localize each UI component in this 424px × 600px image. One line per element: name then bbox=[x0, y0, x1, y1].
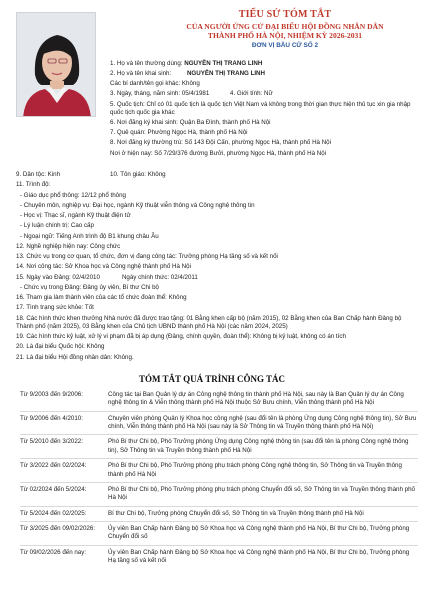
work-row bbox=[20, 388, 418, 412]
work-description: Phó Bí thư Chi bộ, Phó Trưởng phòng phụ trách phòng Chuyển đổi số, Sở Thông tin và Truyền thông thành phố Hà Nội bbox=[108, 485, 415, 502]
work-description: Phó Bí thư Chi bộ, Phó Trưởng phòng phụ trách phòng Công nghệ thông tin, Sở Thông tin và Truyền thông thành phố Hà Nội bbox=[108, 462, 402, 478]
work-row bbox=[20, 507, 418, 522]
document-subtitle-1: CỦA NGƯỜI ỨNG CỬ ĐẠI BIỂU HỘI ĐỒNG NHÂN DÂN bbox=[186, 21, 384, 31]
nationality: 5. Quốc tịch: Chỉ có 01 quốc tịch là quốc tịch Việt Nam và không trong thời gian thực hiện thủ tục xin gia nhập quốc tịch quốc gia khác bbox=[110, 100, 411, 116]
profile-row-9-10 bbox=[16, 171, 420, 179]
work-row bbox=[20, 483, 418, 507]
electoral-unit: ĐƠN VỊ BẦU CỬ SỐ 2 bbox=[251, 42, 319, 50]
gender: 4. Giới tính: Nữ bbox=[230, 90, 273, 98]
work-history-title: TÓM TẮT QUÁ TRÌNH CÔNG TÁC bbox=[138, 374, 286, 384]
work-period: Từ 5/2024 đến 02/2025: bbox=[20, 509, 87, 517]
organizations: 16. Tham gia làm thành viên của các tổ chức đoàn thể: Không bbox=[16, 294, 187, 301]
education-degree: - Học vị: Thạc sĩ, ngành Kỹ thuật điện tử bbox=[20, 212, 131, 219]
birth-name-value: NGUYỄN THỊ TRANG LINH bbox=[186, 70, 265, 78]
work-period: Từ 09/02/2026 đến nay: bbox=[20, 548, 87, 556]
education-language: - Ngoại ngữ: Tiếng Anh trình độ B1 khung châu Âu bbox=[20, 232, 159, 240]
work-row bbox=[20, 546, 418, 569]
workplace: 14. Nơi công tác: Sở Khoa học và Công nghệ thành phố Hà Nội bbox=[16, 263, 191, 271]
work-history-table bbox=[20, 388, 418, 568]
education-political: - Lý luận chính trị: Cao cấp bbox=[20, 222, 94, 230]
education-general: - Giáo dục phổ thông: 12/12 phổ thông bbox=[20, 191, 126, 199]
work-description: Chuyên viên phòng Quản lý Khoa học công nghệ (sau đổi tên là phòng Ứng dụng Công nghệ thông tin), Sở Bưu chính, Viễn thông thành phố Hà Nội (sau này là Sở Thông tin và Truyền thông thành phố Hà Nội) bbox=[108, 414, 417, 431]
work-period: Từ 02/2024 đến 5/2024: bbox=[20, 485, 87, 493]
birth-registration: 6. Nơi đăng ký khai sinh: Quận Ba Đình, thành phố Hà Nội bbox=[110, 119, 271, 127]
hometown: 7. Quê quán: Phường Ngọc Hà, thành phố Hà Nội bbox=[110, 129, 248, 137]
current-residence: Nơi ở hiện nay: Số 7/29/376 đường Bưởi, phường Ngọc Hà, thành phố Hà Nội bbox=[110, 149, 327, 157]
ethnicity: 9. Dân tộc: Kinh bbox=[16, 171, 61, 178]
document-subtitle-2: THÀNH PHỐ HÀ NỘI, NHIỆM KỲ 2026-2031 bbox=[207, 30, 363, 40]
profile-row-1 bbox=[110, 60, 422, 68]
work-period: Từ 5/2010 đến 3/2022: bbox=[20, 438, 83, 446]
work-row bbox=[20, 435, 418, 459]
profile-row-2 bbox=[110, 70, 422, 78]
discipline: 19. Các hình thức kỷ luật, xử lý vi phạm đã bị áp dụng (Đảng, chính quyền, đoàn thể): Không bị kỷ luật, không có án tích bbox=[16, 333, 346, 341]
work-row bbox=[20, 459, 418, 483]
position: 13. Chức vụ trong cơ quan, tổ chức, đơn vị đang công tác: Trưởng phòng Hạ tầng số và kết nối bbox=[16, 253, 278, 260]
education-professional: - Chuyên môn, nghiệp vụ: Đại học, ngành Kỹ thuật viễn thông và Công nghệ thông tin bbox=[20, 201, 255, 209]
peoples-council: 21. Là đại biểu Hội đồng nhân dân: Không. bbox=[16, 353, 134, 361]
national-assembly: 20. Là đại biểu Quốc hội: Không bbox=[16, 343, 105, 351]
awards: 18. Các hình thức khen thưởng Nhà nước đã được trao tặng: 01 Bằng khen cấp bộ (năm 2015), 02 Bằng khen của Ban Chấp hành Đảng bộ Thành phố (năm 2025), 03 Bằng khen của Chủ tịch UBND thành phố Hà Nội (các năm 2024, 2025) bbox=[16, 314, 402, 330]
education-heading: 11. Trình độ: bbox=[16, 181, 51, 189]
header bbox=[150, 8, 420, 51]
party-dates bbox=[16, 274, 420, 282]
work-description: Phó Bí thư Chi bộ, Phó Trưởng phòng Ứng dụng Công nghệ thông tin (sau đổi tên là phòng Công nghệ thông tin), Sở Thông tin và Truyền thông thành phố Hà Nội bbox=[108, 438, 409, 454]
work-description: Bí thư Chi bộ, Trưởng phòng Chuyển đổi số, Sở Thông tin và Truyền thông thành phố Hà Nội bbox=[108, 509, 364, 517]
work-period: Từ 3/2022 đến 02/2024: bbox=[20, 462, 87, 470]
religion: 10. Tôn giáo: Không bbox=[110, 171, 166, 178]
document-title: TIỂU SỬ TÓM TẮT bbox=[238, 9, 332, 20]
work-description: Công tác tại Ban Quản lý dự án Công nghệ thông tin thành phố Hà Nội, sau này là Ban Quản lý dự án Công nghệ thông tin & Viễn thông thành phố Hà Nội thuộc Sở Bưu chính, Viễn thông thành phố Hà Nội bbox=[108, 391, 404, 407]
candidate-photo bbox=[16, 12, 96, 117]
common-name-label: 1. Họ và tên thường dùng: bbox=[110, 60, 183, 67]
party-official-date: Ngày chính thức: 02/4/2011 bbox=[121, 273, 198, 281]
profile-details bbox=[16, 171, 420, 364]
work-row bbox=[20, 412, 418, 436]
party-join-date: 15. Ngày vào Đảng: 02/4/2010 bbox=[16, 273, 100, 281]
occupation: 12. Nghề nghiệp hiện nay: Công chức bbox=[16, 242, 121, 250]
alias-row: Các bí danh/tên gọi khác: Không bbox=[110, 80, 200, 88]
birth-date: 3. Ngày, tháng, năm sinh: 05/4/1981 bbox=[110, 90, 210, 98]
work-description: Ủy viên Ban Chấp hành Đảng bộ Sở Khoa học và Công nghệ thành phố Hà Nội, Bí thư Chi bộ, Trưởng phòng Chuyển đổi số bbox=[108, 524, 410, 541]
party-position: - Chức vụ trong Đảng: Đảng ủy viên, Bí thư Chi bộ bbox=[20, 283, 159, 291]
work-description: Ủy viên Ban Chấp hành Đảng bộ Sở Khoa học và Công nghệ thành phố Hà Nội, Bí thư Chi bộ, Trưởng phòng Hạ tầng số và kết nối bbox=[108, 548, 410, 565]
common-name-value: NGUYỄN THỊ TRANG LINH bbox=[184, 60, 263, 67]
work-period: Từ 9/2006 đến 4/2010: bbox=[20, 414, 83, 422]
portrait-image bbox=[17, 13, 96, 117]
permanent-residence: 8. Nơi đăng ký thường trú: Số 143 Đội Cấn, phường Ngọc Hà, thành phố Hà Nội bbox=[110, 139, 331, 147]
profile-top bbox=[110, 60, 422, 160]
work-period: Từ 3/2025 đến 09/02/2026: bbox=[20, 524, 96, 532]
work-row bbox=[20, 522, 418, 546]
work-period: Từ 9/2003 đến 9/2006: bbox=[20, 391, 83, 398]
birth-name-label: 2. Họ và tên khai sinh: bbox=[110, 70, 172, 78]
profile-row-3-4 bbox=[110, 90, 422, 98]
health: 17. Tình trạng sức khỏe: Tốt bbox=[16, 304, 94, 312]
